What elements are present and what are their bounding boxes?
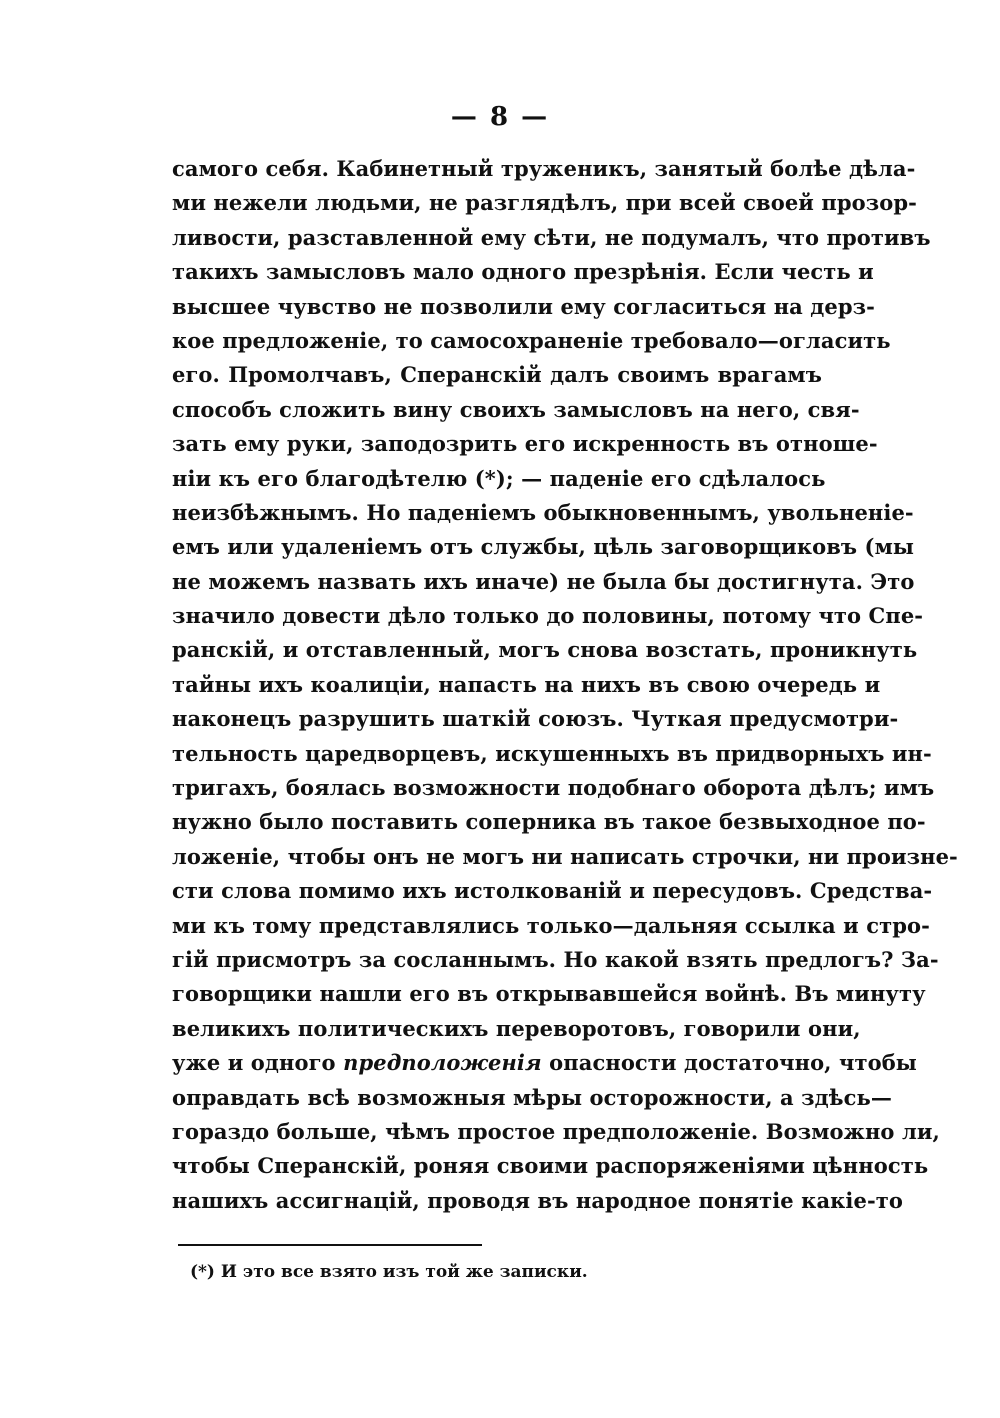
text-line-18: тельность царедворцевъ, искушенныхъ въ придворныхъ ин- (172, 740, 932, 766)
page-number: — 8 — (450, 102, 550, 132)
text-line-15: ранскій, и отставленный, могъ снова возстать, проникнуть (172, 637, 918, 663)
line-27-before: уже и одного (172, 1050, 336, 1076)
body-text (172, 152, 958, 1218)
italic-word: предположенія (343, 1050, 542, 1076)
text-line-21: ложеніе, чтобы онъ не могъ ни написать строчки, ни произне- (172, 843, 958, 869)
text-line-16: тайны ихъ коалиціи, напасть на нихъ въ свою очередь и (172, 671, 881, 697)
text-line-22: сти слова помимо ихъ истолкованій и пересудовъ. Средства- (172, 878, 933, 904)
text-line-26: великихъ политическихъ переворотовъ, говорили они, (172, 1015, 861, 1041)
footnote: (*) И это все взято изъ той же записки. (190, 1262, 588, 1282)
text-line-27 (172, 1046, 917, 1080)
text-line-9: зать ему руки, заподозрить его искренность въ отноше- (172, 431, 878, 457)
text-line-11: неизбѣжнымъ. Но паденіемъ обыкновеннымъ, увольненіе- (172, 499, 914, 525)
text-line-14: значило довести дѣло только до половины, потому что Спе- (172, 603, 924, 629)
text-line-2: ми нежели людьми, не разглядѣлъ, при всей своей прозор- (172, 190, 917, 216)
text-line-5: высшее чувство не позволили ему согласиться на дерз- (172, 293, 875, 319)
text-line-13: не можемъ назвать ихъ иначе) не была бы достигнута. Это (172, 568, 915, 594)
text-line-30: чтобы Сперанскій, роняя своими распоряженіями цѣнность (172, 1153, 929, 1179)
text-line-8: способъ сложить вину своихъ замысловъ на него, свя- (172, 396, 860, 422)
text-line-24: гій присмотръ за сосланнымъ. Но какой взять предлогъ? За- (172, 946, 939, 972)
text-line-28: оправдать всѣ возможныя мѣры осторожности, а здѣсь— (172, 1084, 892, 1110)
text-line-6: кое предложеніе, то самосохраненіе требовало—огласить (172, 327, 891, 353)
text-line-10: ніи къ его благодѣтелю (*); — паденіе его сдѣлалось (172, 465, 826, 491)
line-27-after: опасности достаточно, чтобы (549, 1050, 917, 1076)
text-line-12: емъ или удаленіемъ отъ службы, цѣль заговорщиковъ (мы (172, 534, 915, 560)
text-line-17: наконецъ разрушить шаткій союзъ. Чуткая предусмотри- (172, 706, 899, 732)
text-line-3: ливости, разставленной ему сѣти, не подумалъ, что противъ (172, 224, 931, 250)
text-line-1: самого себя. Кабинетный труженикъ, занятый болѣе дѣла- (172, 156, 916, 181)
text-line-29: гораздо больше, чѣмъ простое предположеніе. Возможно ли, (172, 1118, 940, 1144)
text-line-23: ми къ тому представлялись только—дальняя ссылка и стро- (172, 912, 930, 938)
footnote-divider (178, 1244, 482, 1246)
text-line-19: тригахъ, боялась возможности подобнаго оборота дѣлъ; имъ (172, 775, 935, 801)
text-line-7: его. Промолчавъ, Сперанскій далъ своимъ врагамъ (172, 362, 822, 388)
text-line-25: говорщики нашли его въ открывавшейся войнѣ. Въ минуту (172, 981, 926, 1007)
text-line-4: такихъ замысловъ мало одного презрѣнія. Если честь и (172, 259, 874, 285)
text-line-20: нужно было поставить соперника въ такое безвыходное по- (172, 809, 926, 835)
text-line-31: нашихъ ассигнацій, проводя въ народное понятіе какіе-то (172, 1187, 903, 1213)
